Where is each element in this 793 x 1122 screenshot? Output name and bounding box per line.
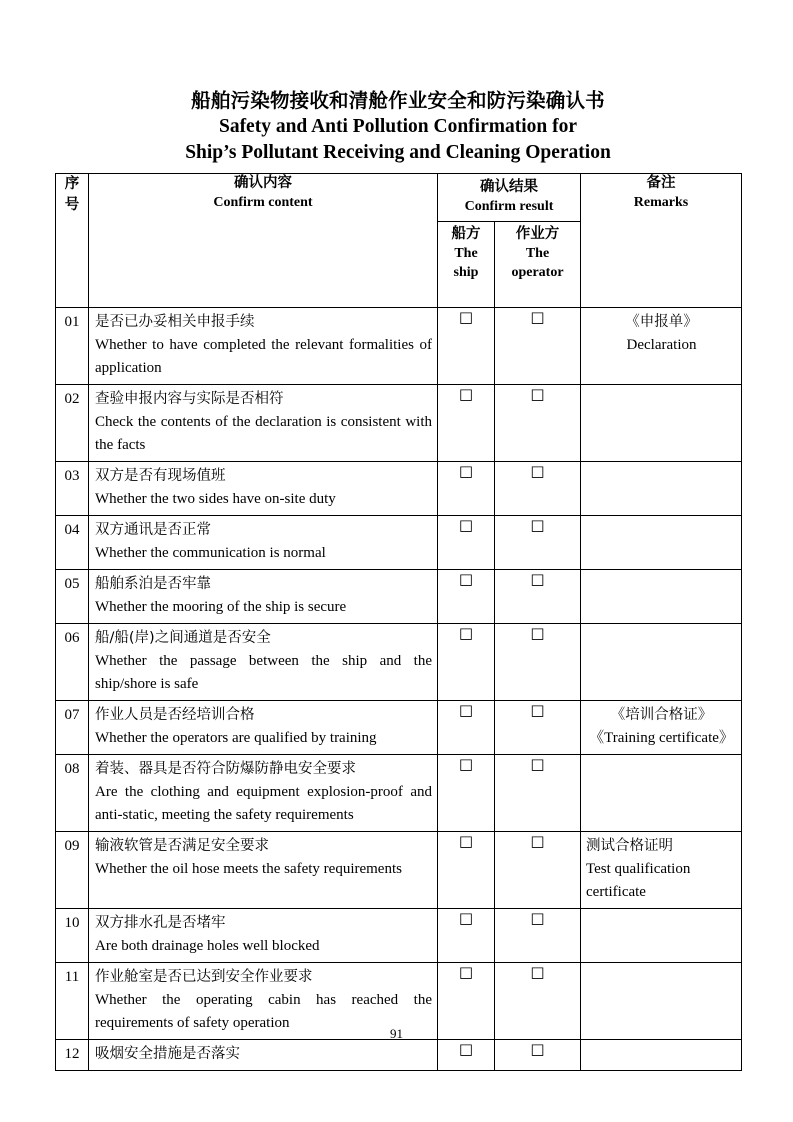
row-confirm-content [89,570,438,624]
row-content-chinese: 船舶系泊是否牢靠 [95,576,211,592]
header-confirm-content-en: Confirm content [213,195,313,210]
table-row [56,462,742,516]
row-content-chinese: 船/船(岸)之间通道是否安全 [95,630,271,646]
table-header [56,174,742,308]
row-sequence-number: 05 [56,570,89,624]
row-content-chinese: 双方排水孔是否堵牢 [95,915,226,931]
header-the-operator-en-line-2: operator [511,265,564,280]
header-the-ship [438,222,495,308]
header-confirm-result-en: Confirm result [464,199,554,214]
row-sequence-number: 10 [56,909,89,963]
checkbox-the-operator[interactable]: □ [495,701,581,755]
row-content-english: Are the clothing and equipment explosion-proof and anti-static, meeting the safety requirements [95,784,432,823]
row-content-english: Whether the oil hose meets the safety requirements [95,861,402,877]
row-content-chinese: 作业人员是否经培训合格 [95,707,255,723]
row-sequence-number: 11 [56,963,89,1040]
row-confirm-content [89,832,438,909]
checkbox-the-ship[interactable]: □ [438,909,495,963]
row-remarks [581,1040,742,1071]
row-content-chinese: 吸烟安全措施是否落实 [95,1046,240,1062]
row-confirm-content [89,308,438,385]
row-content-english: Whether the passage between the ship and the ship/shore is safe [95,653,432,692]
row-remarks [581,570,742,624]
row-confirm-content [89,755,438,832]
row-remark-chinese: 测试合格证明 [586,838,674,854]
header-row-top [56,174,742,222]
checkbox-the-operator[interactable]: □ [495,308,581,385]
row-remarks [581,516,742,570]
row-sequence-number: 09 [56,832,89,909]
document-title [55,88,741,166]
row-confirm-content [89,701,438,755]
row-confirm-content [89,1040,438,1071]
checkbox-the-ship[interactable]: □ [438,1040,495,1071]
row-sequence-number: 01 [56,308,89,385]
table-row [56,909,742,963]
table-row [56,832,742,909]
table-row [56,308,742,385]
checkbox-the-ship[interactable]: □ [438,385,495,462]
row-content-chinese: 作业舱室是否已达到安全作业要求 [95,969,313,985]
row-remarks [581,462,742,516]
table-row [56,570,742,624]
row-remarks [581,308,742,385]
row-remark-english: 《Training certificate》 [589,730,734,746]
checkbox-the-operator[interactable]: □ [495,963,581,1040]
checkbox-the-operator[interactable]: □ [495,385,581,462]
row-remarks [581,832,742,909]
row-content-chinese: 着装、器具是否符合防爆防静电安全要求 [95,761,356,777]
checkbox-the-ship[interactable]: □ [438,462,495,516]
table-body [56,308,742,1071]
header-confirm-result-cn: 确认结果 [480,179,538,195]
row-remarks [581,909,742,963]
checkbox-the-ship[interactable]: □ [438,963,495,1040]
row-content-chinese: 是否已办妥相关申报手续 [95,314,255,330]
row-content-english: Whether the operators are qualified by training [95,730,377,746]
table-row [56,516,742,570]
checkbox-the-ship[interactable]: □ [438,570,495,624]
row-content-english: Check the contents of the declaration is consistent with the facts [95,414,432,453]
row-content-chinese: 双方通讯是否正常 [95,522,211,538]
row-remark-chinese: 《申报单》 [625,314,698,330]
row-content-english: Are both drainage holes well blocked [95,938,320,954]
header-remarks [581,174,742,308]
title-chinese: 船舶污染物接收和清舱作业安全和防污染确认书 [191,89,605,112]
checkbox-the-operator[interactable]: □ [495,624,581,701]
header-remarks-cn: 备注 [646,175,676,191]
header-the-operator-en-line-1: The [525,246,550,261]
header-sequence [56,174,89,308]
row-remark-chinese: 《培训合格证》 [610,707,713,723]
header-sequence-line-1: 序 [64,176,80,192]
row-content-english: Whether the two sides have on-site duty [95,491,336,507]
title-english-line-1: Safety and Anti Pollution Confirmation for [218,116,578,137]
checkbox-the-ship[interactable]: □ [438,832,495,909]
header-the-operator-cn: 作业方 [515,226,560,242]
header-the-ship-en-line-1: The [454,246,478,261]
row-confirm-content [89,385,438,462]
header-remarks-en: Remarks [633,195,689,210]
row-content-chinese: 输液软管是否满足安全要求 [95,838,269,854]
title-english-line-2: Ship’s Pollutant Receiving and Cleaning Operation [185,142,611,163]
row-confirm-content [89,462,438,516]
page-number: 91 [390,1026,403,1041]
checkbox-the-ship[interactable]: □ [438,755,495,832]
table-row [56,624,742,701]
row-remark-english: Declaration [626,337,697,353]
header-confirm-content [89,174,438,308]
header-sequence-line-2: 号 [64,197,80,213]
row-confirm-content [89,909,438,963]
header-the-ship-cn: 船方 [451,226,481,242]
row-sequence-number: 08 [56,755,89,832]
row-content-chinese: 查验申报内容与实际是否相符 [95,391,284,407]
checkbox-the-operator[interactable]: □ [495,832,581,909]
row-content-chinese: 双方是否有现场值班 [95,468,226,484]
header-the-operator [495,222,581,308]
row-remark-english: Test qualification certificate [586,861,691,900]
checkbox-the-operator[interactable]: □ [495,570,581,624]
row-sequence-number: 04 [56,516,89,570]
row-sequence-number: 06 [56,624,89,701]
row-sequence-number: 07 [56,701,89,755]
checkbox-the-ship[interactable]: □ [438,516,495,570]
checkbox-the-ship[interactable]: □ [438,308,495,385]
row-remarks [581,385,742,462]
confirmation-table [55,173,742,1071]
header-confirm-content-cn: 确认内容 [234,175,292,191]
checkbox-the-ship[interactable]: □ [438,624,495,701]
row-sequence-number: 03 [56,462,89,516]
table-row [56,755,742,832]
row-remarks [581,701,742,755]
row-confirm-content [89,624,438,701]
checkbox-the-ship[interactable]: □ [438,701,495,755]
row-sequence-number: 12 [56,1040,89,1071]
row-content-english: Whether the operating cabin has reached the requirements of safety operation [95,992,432,1031]
checkbox-the-operator[interactable]: □ [495,1040,581,1071]
row-content-english: Whether the communication is normal [95,545,326,561]
table-row [56,701,742,755]
header-the-ship-en-line-2: ship [453,265,479,280]
table-row [56,1040,742,1071]
header-confirm-result [438,174,581,222]
row-confirm-content [89,516,438,570]
row-content-english: Whether to have completed the relevant formalities of application [95,337,432,376]
row-remarks [581,624,742,701]
table-row [56,385,742,462]
checkbox-the-operator[interactable]: □ [495,516,581,570]
checkbox-the-operator[interactable]: □ [495,755,581,832]
row-content-english: Whether the mooring of the ship is secure [95,599,347,615]
checkbox-the-operator[interactable]: □ [495,909,581,963]
row-sequence-number: 02 [56,385,89,462]
checkbox-the-operator[interactable]: □ [495,462,581,516]
row-remarks [581,755,742,832]
